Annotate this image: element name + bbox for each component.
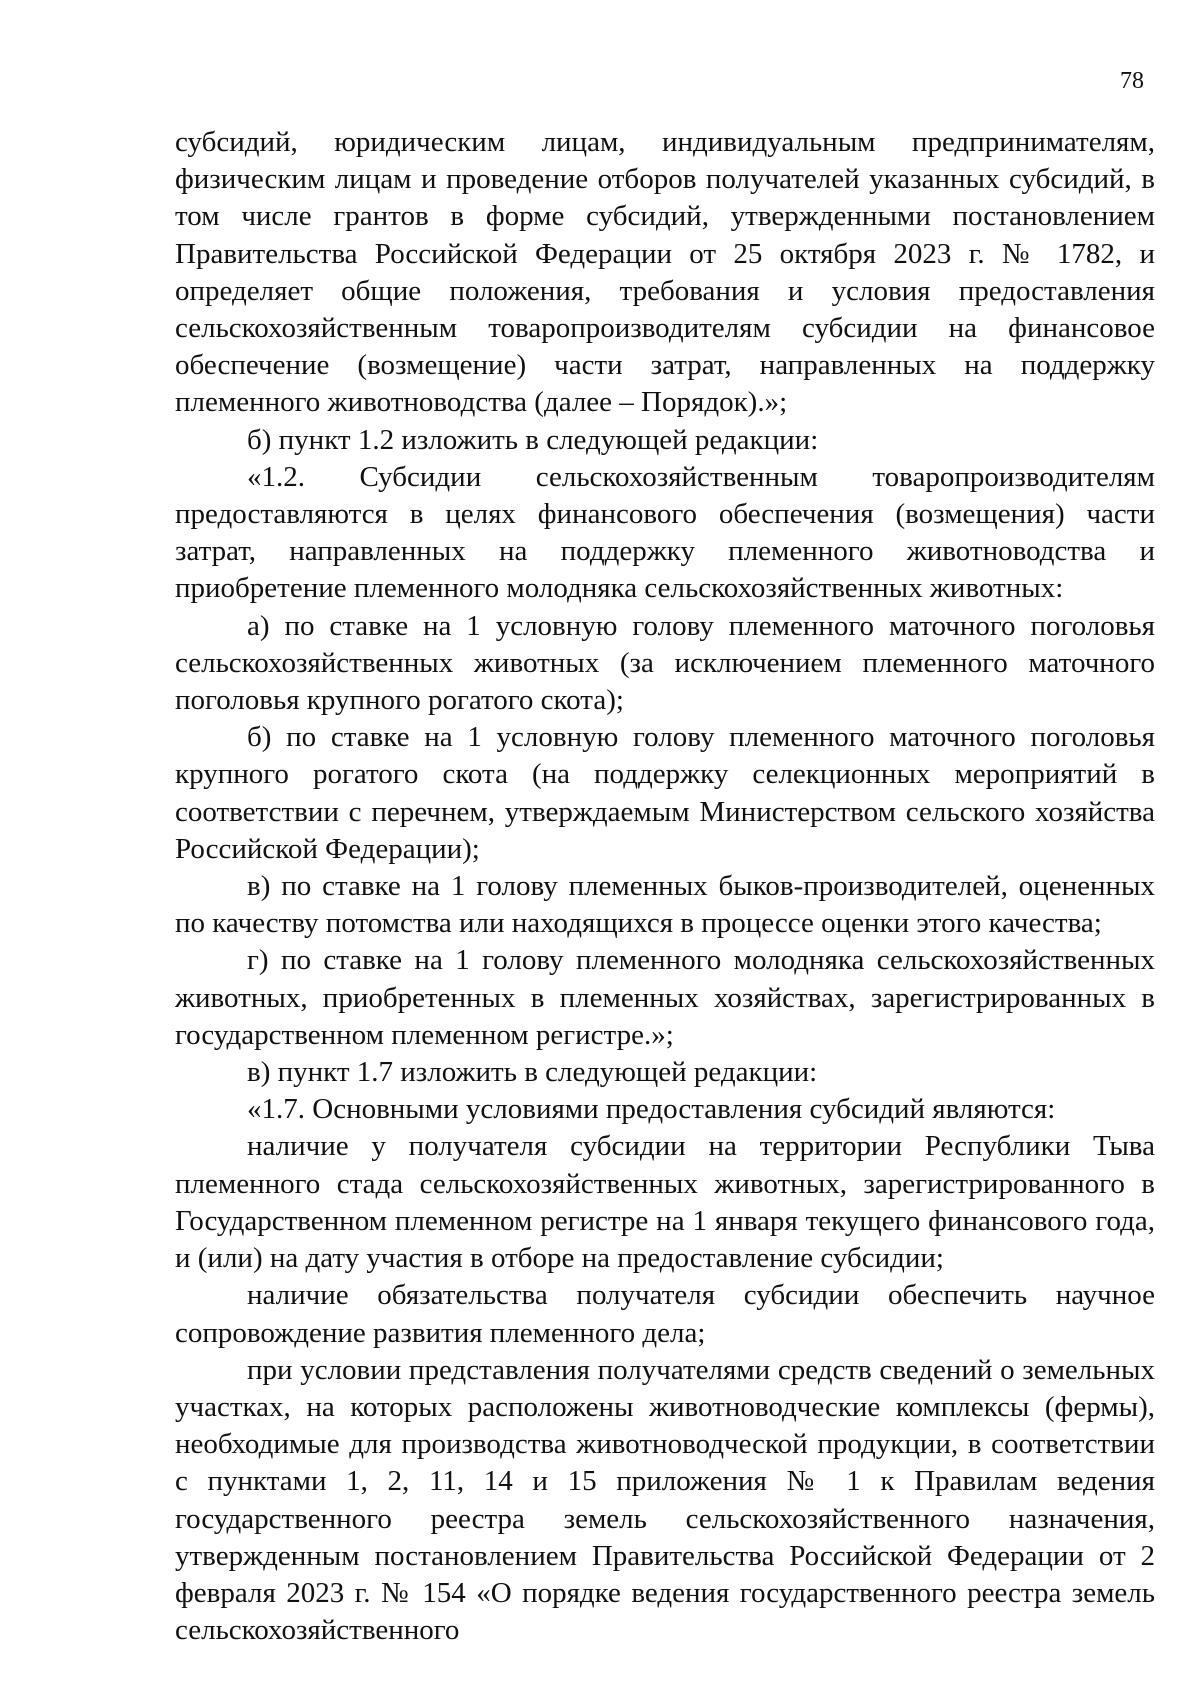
paragraph-3: «1.2. Субсидии сельскохозяйственным товаропроизводителям предоставляются в целях финансового обеспечения (возмещения) части затрат, направленных на поддержку племенного животноводства и приобретение племенного молодняка сельскохозяйственных животных: — [175, 460, 1155, 605]
page-number: 78 — [1120, 68, 1144, 94]
paragraph-1: субсидий, юридическим лицам, индивидуальным предпринимателям, физическим лицам и проведение отборов получателей указанных субсидий, в том числе грантов в форме субсидий, утвержденными постановлением Правительства Российской Федерации от 25 октября 2023 г. № 1782, и определяет общие положения, требования и условия предоставления сельскохозяйственным товаропроизводителям субсидии на финансовое обеспечение (возмещение) части затрат, направленных на поддержку племенного животноводства (далее – Порядок).»; — [175, 126, 1155, 419]
paragraph-9: «1.7. Основными условиями предоставления субсидий являются: — [247, 1093, 1056, 1126]
paragraph-8: в) пункт 1.7 изложить в следующей редакции: — [247, 1056, 818, 1089]
paragraph-2: б) пункт 1.2 изложить в следующей редакции: — [247, 423, 819, 456]
paragraph-4: а) по ставке на 1 условную голову племенного маточного поголовья сельскохозяйственных животных (за исключением племенного маточного поголовья крупного рогатого скота); — [175, 609, 1155, 717]
paragraph-12: при условии представления получателями средств сведений о земельных участках, на которых расположены животноводческие комплексы (фермы), необходимые для производства животноводческой продукции, в соответствии с пунктами 1, 2, 11, 14 и 15 приложения № 1 к Правилам ведения государственного реестра земель сельскохозяйственного назначения, утвержденным постановлением Правительства Российской Федерации от 2 февраля 2023 г. № 154 «О порядке ведения государственного реестра земель сельскохозяйственного — [175, 1353, 1155, 1647]
document-body — [175, 124, 1155, 1649]
paragraph-5: б) по ставке на 1 условную голову племенного маточного поголовья крупного рогатого скота (на поддержку селекционных мероприятий в соответствии с перечнем, утверждаемым Министерством сельского хозяйства Российской Федерации); — [175, 721, 1155, 865]
paragraph-7: г) по ставке на 1 голову племенного молодняка сельскохозяйственных животных, приобретенных в племенных хозяйствах, зарегистрированных в государственном племенном регистре.»; — [175, 944, 1155, 1051]
paragraph-11: наличие обязательства получателя субсидии обеспечить научное сопровождение развития племенного дела; — [175, 1279, 1155, 1349]
paragraph-6: в) по ставке на 1 голову племенных быков-производителей, оцененных по качеству потомства или находящихся в процессе оценки этого качества; — [175, 870, 1155, 940]
paragraph-10: наличие у получателя субсидии на территории Республики Тыва племенного стада сельскохозяйственных животных, зарегистрированного в Государственном племенном регистре на 1 января текущего финансового года, и (или) на дату участия в отборе на предоставление субсидии; — [175, 1130, 1155, 1275]
